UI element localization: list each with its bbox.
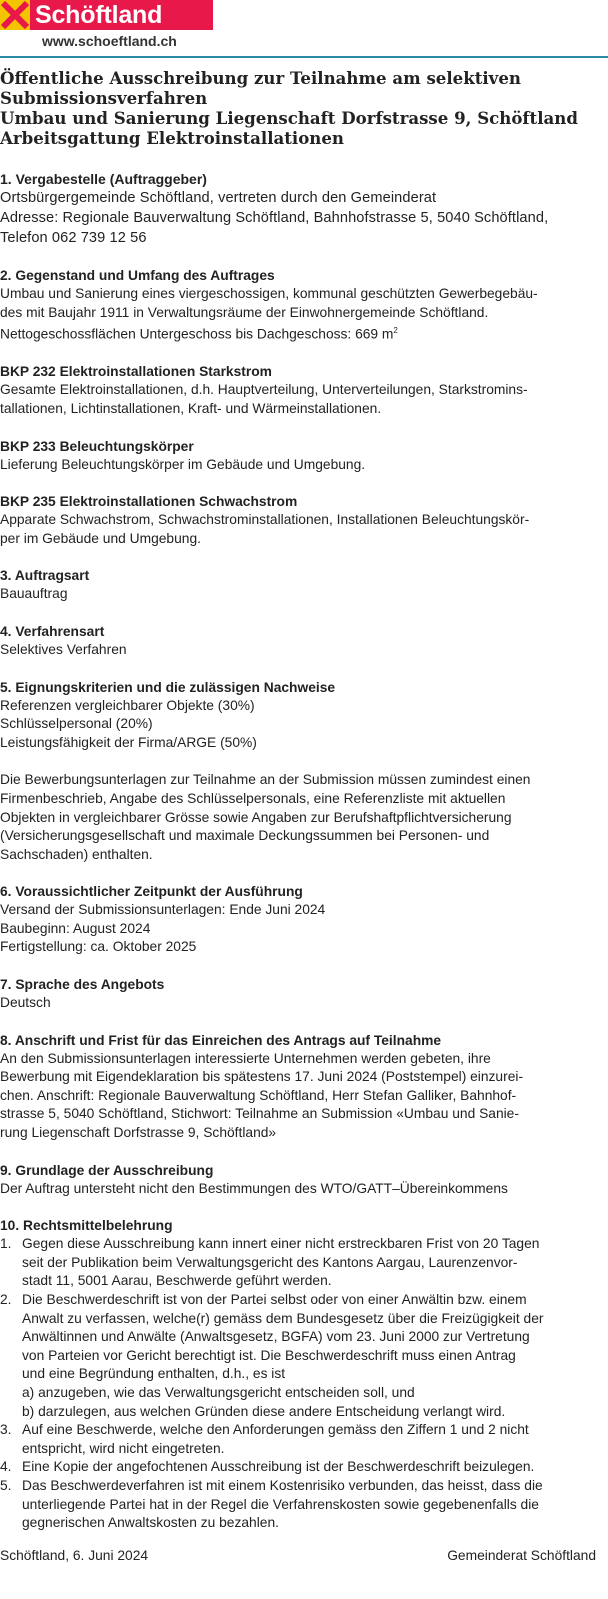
list-item [0,1291,606,1421]
list-item [0,1458,606,1477]
text-line: b) darzulegen, aus welchen Gründen diese andere Entscheidung verlangt wird. [22,1403,506,1419]
text-line: Referenzen vergleichbarer Objekte (30%) [0,697,255,713]
text-line: Die Beschwerdeschrift ist von der Partei selbst oder von einer Anwältin bzw. einem [22,1292,527,1307]
text-line: Anwältinnen und Anwälte (Anwaltsgesetz, BGFA) vom 23. Juni 2000 zur Vertretung [22,1329,530,1345]
title-line: Öffentliche Ausschreibung zur Teilnahme am selektiven [0,68,521,88]
section-heading: 3. Auftragsart [0,568,90,584]
section-heading: 7. Sprache des Angebots [0,977,165,993]
text-line: Firmenbeschrieb, Angabe des Schlüsselpersonals, eine Referenzliste mit aktuellen [0,790,506,806]
list-item [0,1477,606,1533]
text-line: Das Beschwerdeverfahren ist mit einem Kostenrisiko verbunden, das heisst, dass die [22,1477,543,1493]
section-heading: 2. Gegenstand und Umfang des Auftrages [0,268,275,283]
text-line: Leistungsfähigkeit der Firma/ARGE (50%) [0,734,257,750]
section-bkp-232 [0,363,606,418]
section-legal-remedies [0,1217,606,1533]
section-basis-of-tender [0,1162,606,1199]
list-number: 4. [0,1459,12,1475]
text-line: Auf eine Beschwerde, welche den Anforderungen gemäss den Ziffern 1 und 2 nicht [22,1422,529,1438]
text-line: Baubeginn: August 2024 [0,920,151,936]
section-suitability-criteria [0,679,606,865]
section-heading: 1. Vergabestelle (Auftraggeber) [0,171,207,187]
text-line: Telefon 062 739 12 56 [0,230,147,246]
text-line: Deutsch [0,995,51,1011]
floor-area-text: Nettogeschossflächen Untergeschoss bis Dachgeschoss: 669 m [0,326,394,342]
text-line: Objekten in vergleichbarer Grösse sowie Angaben zur Berufshaftpflichtversicherung [0,809,512,825]
text-line: Versand der Submissionsunterlagen: Ende Juni 2024 [0,902,326,918]
text-line: a) anzugeben, wie das Verwaltungsgericht entscheiden soll, und [22,1384,415,1400]
list-item [0,1421,606,1458]
title-line: Submissionsverfahren [0,88,208,108]
text-line: Bewerbung mit Eigendeklaration bis spätestens 17. Juni 2024 (Poststempel) einzurei- [0,1069,524,1085]
section-heading: 6. Voraussichtlicher Zeitpunkt der Ausführung [0,884,303,900]
municipality-logo[interactable] [0,0,213,30]
section-heading: 5. Eignungskriterien und die zulässigen Nachweise [0,679,336,695]
floor-area-line [0,322,606,344]
list-number: 5. [0,1477,12,1493]
text-line: Der Auftrag untersteht nicht den Bestimmungen des WTO/GATT–Übereinkommens [0,1180,508,1196]
section-heading: BKP 235 Elektroinstallationen Schwachstrom [0,494,298,510]
section-heading: 10. Rechtsmittelbelehrung [0,1218,173,1234]
text-line: tallationen, Lichtinstallationen, Kraft- und Wärmeinstallationen. [0,400,382,416]
announcement-body [0,68,606,1533]
text-line: per im Gebäude und Umgebung. [0,530,201,546]
text-line: Apparate Schwachstrom, Schwachstrominstallationen, Installationen Beleuchtungskör- [0,512,530,528]
list-number: 1. [0,1236,12,1252]
text-line: Gesamte Elektroinstallationen, d.h. Hauptverteilung, Unterverteilungen, Starkstromins- [0,382,528,398]
section-language [0,976,606,1013]
text-line: Selektives Verfahren [0,641,127,657]
text-line: unterliegende Partei hat in der Regel die Verfahrenskosten sowie gegebenenfalls die [22,1496,539,1512]
text-line: Anwalt zu verfassen, welche(r) gemäss dem Bundesgesetz über die Freizügigkeit der [22,1310,544,1326]
logo-text: Schöftland [35,0,163,29]
section-heading: 8. Anschrift und Frist für das Einreichen des Antrags auf Teilnahme [0,1032,442,1048]
text-line: entspricht, wird nicht eingetreten. [22,1440,225,1456]
section-heading: 9. Grundlage der Ausschreibung [0,1162,214,1178]
text-line: rung Liegenschaft Dorfstrasse 9, Schöftland» [0,1125,277,1141]
text-line: Adresse: Regionale Bauverwaltung Schöftland, Bahnhofstrasse 5, 5040 Schöftland, [0,210,549,226]
text-line: chen. Anschrift: Regionale Bauverwaltung Schöftland, Herr Stefan Galliker, Bahnhof- [0,1087,517,1103]
square-superscript: 2 [393,326,398,336]
application-documents-paragraph [0,771,606,864]
text-line: Lieferung Beleuchtungskörper im Gebäude und Umgebung. [0,456,366,472]
website-url[interactable]: www.schoeftland.ch [42,33,177,49]
text-line: Umbau und Sanierung eines viergeschossigen, kommunal geschützten Gewerbegebäu- [0,286,538,301]
list-number: 3. [0,1422,12,1438]
text-line: Gegen diese Ausschreibung kann innert einer nicht erstreckbaren Frist von 20 Tagen [22,1236,540,1252]
text-line: seit der Publikation beim Verwaltungsgericht des Kantons Aargau, Laurenzenvor- [22,1254,518,1270]
text-line: gegnerischen Anwaltskosten zu bezahlen. [22,1515,279,1531]
list-number: 2. [0,1292,12,1307]
section-heading: BKP 233 Beleuchtungskörper [0,438,194,454]
text-line: stadt 11, 5001 Aarau, Beschwerde geführt werden. [22,1273,332,1289]
header-divider [0,56,608,58]
section-execution-timing [0,883,606,957]
remedies-list [0,1235,606,1533]
section-subject-scope [0,267,606,344]
section-contracting-authority [0,170,606,248]
text-line: Die Bewerbungsunterlagen zur Teilnahme an der Submission müssen zumindest einen [0,772,531,788]
section-contract-type [0,567,606,604]
text-line: Ortsbürgergemeinde Schöftland, vertreten durch den Gemeinderat [0,190,437,206]
list-item [0,1235,606,1291]
text-line: Fertigstellung: ca. Oktober 2025 [0,939,197,955]
text-line: von Parteien vor Gericht berechtigt ist. Die Beschwerdeschrift muss einen Antrag [22,1347,516,1363]
text-line: Sachschaden) enthalten. [0,846,153,862]
signature: Gemeinderat Schöftland [447,1548,596,1563]
footer [0,1548,596,1563]
title-line: Arbeitsgattung Elektroinstallationen [0,128,344,148]
section-procedure-type [0,623,606,660]
text-line: Schlüsselpersonal (20%) [0,716,153,732]
text-line: An den Submissionsunterlagen interessierte Unternehmen werden gebeten, ihre [0,1050,491,1066]
section-bkp-235 [0,493,606,548]
text-line: Eine Kopie der angefochtenen Ausschreibung ist der Beschwerdeschrift beizulegen. [22,1459,535,1475]
title-line: Umbau und Sanierung Liegenschaft Dorfstrasse 9, Schöftland [0,108,578,128]
section-address-deadline [0,1032,606,1143]
place-date: Schöftland, 6. Juni 2024 [0,1548,149,1563]
text-line: strasse 5, 5040 Schöftland, Stichwort: Teilnahme an Submission «Umbau und Sanie- [0,1106,519,1122]
text-line: (Versicherungsgesellschaft und maximale Deckungssummen bei Personen- und [0,828,490,844]
coat-of-arms-icon [0,0,30,30]
text-line: Bauauftrag [0,586,68,602]
page-title [0,68,606,148]
text-line: und eine Begründung enthalten, d.h., es ist [22,1366,286,1382]
section-heading: 4. Verfahrensart [0,623,105,639]
section-bkp-233 [0,438,606,475]
text-line: des mit Baujahr 1911 in Verwaltungsräume der Einwohnergemeinde Schöftland. [0,304,489,320]
section-heading: BKP 232 Elektroinstallationen Starkstrom [0,364,272,380]
